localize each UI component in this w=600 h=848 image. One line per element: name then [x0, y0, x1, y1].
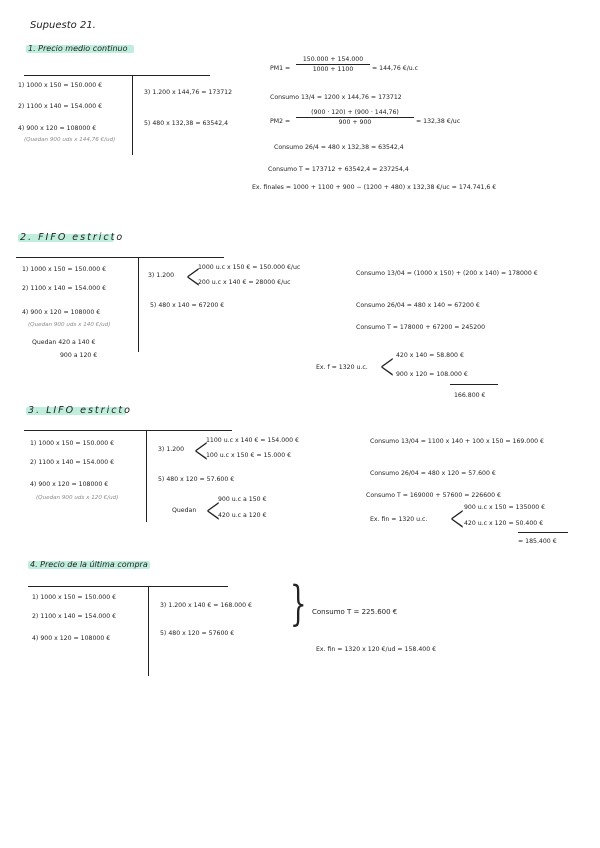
remaining-label: Quedan [172, 507, 197, 514]
consumption-2: Consumo 26/04 = 480 x 120 = 57.600 € [370, 470, 496, 477]
brace-icon: < [193, 430, 209, 471]
consumption-total: Consumo T = 173712 + 63542,4 = 237254,4 [268, 166, 409, 173]
remaining-line-2: 420 u.c a 120 € [218, 512, 267, 519]
ending-total: 166.800 € [454, 392, 486, 399]
exit-5: 5) 480 x 120 = 57600 € [160, 630, 235, 637]
ending-batch-1: 420 x 140 = 58.800 € [396, 352, 464, 359]
remaining-line-1: 900 u.c a 150 € [218, 496, 267, 503]
consumption-total: Consumo T = 178000 + 67200 = 245200 [356, 324, 486, 331]
entry-1: 1) 1000 x 150 = 150.000 € [18, 82, 103, 89]
t-account-top [24, 75, 210, 76]
ending-inventory: Ex. finales = 1000 + 1100 + 900 − (1200 + 480) x 132,38 €/uc = 174.741,6 € [252, 184, 497, 191]
t-account-divider [132, 75, 133, 155]
pm2-label: PM2 = [270, 118, 291, 125]
sum-line [450, 384, 498, 385]
t-account-divider [148, 586, 149, 676]
ending-inventory-label: Ex. fin = 1320 u.c. [370, 516, 428, 523]
consumption-total: Consumo T = 225.600 € [312, 608, 398, 616]
fraction-bar [296, 117, 414, 118]
pm1-fraction [296, 56, 370, 73]
consumption-2: Consumo 26/4 = 480 x 132,38 = 63542,4 [274, 144, 404, 151]
exit-3-batch-2: 200 u.c x 140 € = 28000 €/uc [198, 279, 291, 286]
pm2-result: = 132,38 €/uc [416, 118, 461, 125]
entry-1: 1) 1000 x 150 = 150.000 € [32, 594, 117, 601]
exit-3-batch-1: 1100 u.c x 140 € = 154.000 € [206, 437, 299, 444]
consumption-1: Consumo 13/04 = 1100 x 140 + 100 x 150 = 169.000 € [370, 438, 544, 445]
ending-batch-2: 420 u.c x 120 = 50.400 € [464, 520, 544, 527]
entry-2: 2) 1100 x 140 = 154.000 € [30, 459, 115, 466]
consumption-1: Consumo 13/4 = 1200 x 144,76 = 173712 [270, 94, 402, 101]
section-2-heading: 2. FIFO estricto [20, 232, 125, 243]
entry-4: 4) 900 x 120 = 108000 € [18, 125, 97, 132]
exit-3: 3) 1.200 x 140 € = 168.000 € [160, 602, 252, 609]
pm1-denominator: 1000 + 1100 [312, 66, 354, 73]
sum-line [518, 532, 568, 533]
fraction-bar [296, 64, 370, 65]
pm2-denominator: 900 + 900 [338, 119, 372, 126]
remaining-note: (Quedan 900 uds x 140 €/ud) [28, 322, 111, 328]
entry-2: 2) 1100 x 140 = 154.000 € [22, 285, 107, 292]
t-account-top [28, 586, 228, 587]
pm1-label: PM1 = [270, 65, 291, 72]
entry-2: 2) 1100 x 140 = 154.000 € [32, 613, 117, 620]
pm1-result: = 144,76 €/u.c [372, 65, 419, 72]
ending-total: = 185.400 € [518, 538, 557, 545]
pm1-numerator: 150.000 + 154.000 [302, 56, 364, 63]
exit-3: 3) 1.200 [158, 446, 185, 453]
brace-icon: < [185, 256, 201, 297]
exit-3-batch-2: 100 u.c x 150 € = 15.000 € [206, 452, 292, 459]
page-title: Supuesto 21. [30, 20, 96, 31]
brace-icon: < [449, 498, 465, 539]
remaining-note: (Quedan 900 uds x 120 €/ud) [36, 495, 119, 501]
ending-batch-1: 900 u.c x 150 = 135000 € [464, 504, 546, 511]
consumption-1: Consumo 13/04 = (1000 x 150) + (200 x 140) = 178000 € [356, 270, 538, 277]
remaining-note: (Quedan 900 uds x 144,76 €/ud) [24, 137, 116, 143]
exit-3: 3) 1.200 [148, 272, 175, 279]
ending-inventory-label: Ex. f = 1320 u.c. [316, 364, 368, 371]
section-1-heading: 1. Precio medio continuo [28, 44, 128, 53]
entry-2: 2) 1100 x 140 = 154.000 € [18, 103, 103, 110]
remaining-line-1: Quedan 420 a 140 € [32, 339, 96, 346]
brace-icon: } [290, 578, 307, 632]
brace-icon: < [379, 346, 395, 387]
remaining-line-2: 900 a 120 € [60, 352, 98, 359]
entry-1: 1) 1000 x 150 = 150.000 € [22, 266, 107, 273]
ending-inventory: Ex. fin = 1320 x 120 €/ud = 158.400 € [316, 646, 437, 653]
pm2-numerator: (900 · 120) + (900 · 144,76) [311, 109, 399, 116]
t-account-divider [146, 430, 147, 522]
section-4-heading: 4. Precio de la última compra [30, 560, 148, 569]
exit-3: 3) 1.200 x 144,76 = 173712 [144, 89, 233, 96]
entry-4: 4) 900 x 120 = 108000 € [32, 635, 111, 642]
section-3-heading: 3. LIFO estricto [28, 405, 132, 416]
exit-5: 5) 480 x 132,38 = 63542,4 [144, 120, 229, 127]
entry-4: 4) 900 x 120 = 108000 € [22, 309, 101, 316]
t-account-divider [138, 257, 139, 352]
exit-3-batch-1: 1000 u.c x 150 € = 150.000 €/uc [198, 264, 301, 271]
entry-1: 1) 1000 x 150 = 150.000 € [30, 440, 115, 447]
exit-5: 5) 480 x 120 = 57.600 € [158, 476, 235, 483]
exit-5: 5) 480 x 140 = 67200 € [150, 302, 225, 309]
consumption-total: Consumo T = 169000 + 57600 = 226600 € [366, 492, 501, 499]
brace-icon: < [205, 490, 221, 531]
consumption-2: Consumo 26/04 = 480 x 140 = 67200 € [356, 302, 480, 309]
entry-4: 4) 900 x 120 = 108000 € [30, 481, 109, 488]
ending-batch-2: 900 x 120 = 108.000 € [396, 371, 468, 378]
pm2-fraction [296, 109, 414, 126]
